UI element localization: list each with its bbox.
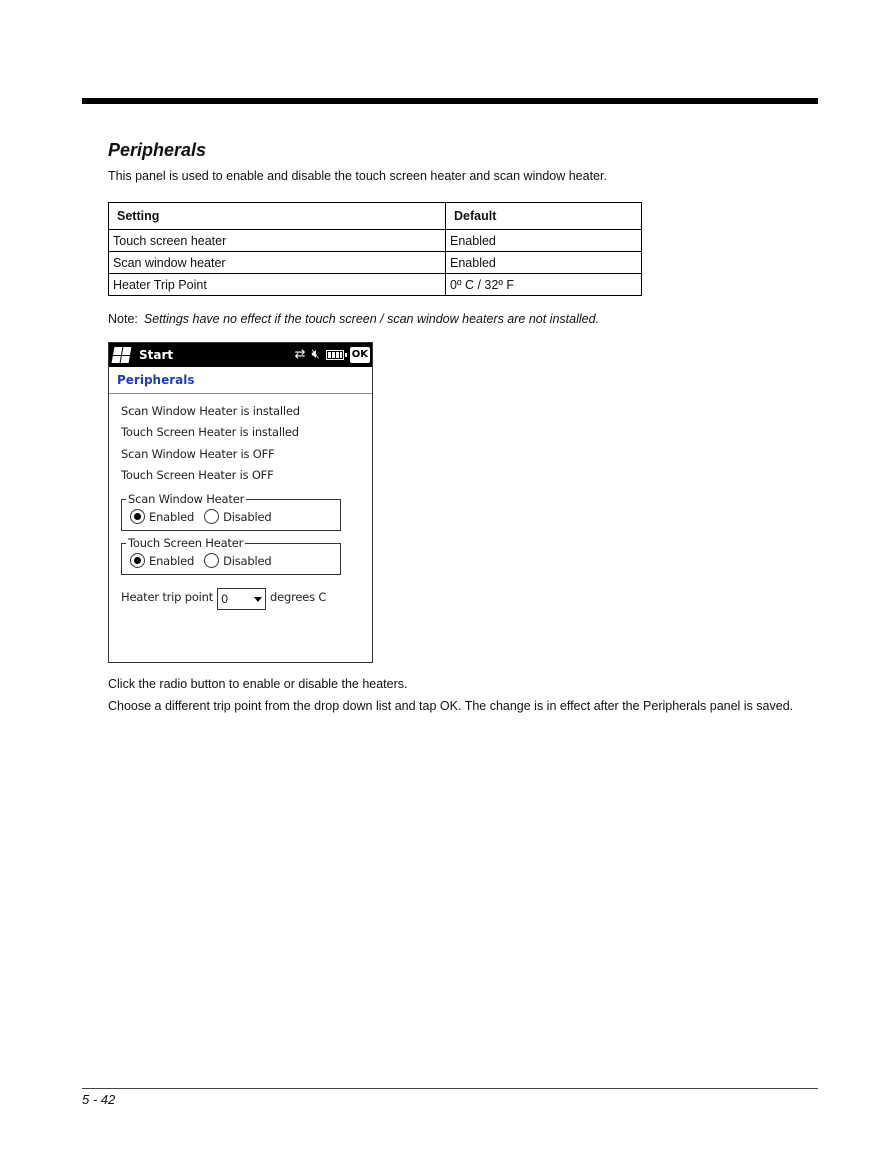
table-header-default: Default: [446, 203, 642, 230]
page-title: Peripherals: [108, 140, 207, 160]
touch-disabled-radio[interactable]: [204, 553, 219, 568]
settings-table: [108, 202, 642, 296]
note: [108, 312, 599, 326]
scan-window-heater-group: [121, 492, 341, 531]
chevron-down-icon[interactable]: [254, 597, 262, 602]
start-button[interactable]: Start: [139, 348, 174, 362]
table-header-row: [109, 203, 642, 230]
trip-point-unit: degrees C: [270, 590, 327, 604]
trip-point-select[interactable]: [217, 588, 266, 610]
page-number: 5 - 42: [82, 1092, 116, 1107]
radio-row: [130, 553, 281, 568]
touch-enabled-radio[interactable]: [130, 553, 145, 568]
scan-disabled-radio[interactable]: [204, 509, 219, 524]
status-line: Scan Window Heater is OFF: [121, 447, 275, 461]
speaker-muted-icon[interactable]: 🔇︎: [311, 347, 320, 362]
battery-icon[interactable]: [326, 350, 344, 360]
note-label: Note:: [108, 312, 138, 326]
instruction-paragraph: Click the radio button to enable or disable the heaters.: [108, 677, 408, 691]
connectivity-icon[interactable]: ⇄: [294, 347, 306, 362]
bottom-rule: [82, 1088, 818, 1089]
top-rule: [82, 98, 818, 104]
scan-enabled-radio[interactable]: [130, 509, 145, 524]
group-title: Touch Screen Heater: [128, 536, 244, 550]
status-line: Touch Screen Heater is installed: [121, 425, 299, 439]
radio-label[interactable]: Disabled: [223, 553, 272, 568]
note-text: Settings have no effect if the touch screen / scan window heaters are not installed.: [143, 312, 600, 326]
intro-text: This panel is used to enable and disable the touch screen heater and scan window heater.: [108, 169, 607, 183]
radio-row: [130, 509, 281, 524]
panel-title: Peripherals: [109, 367, 372, 394]
table-cell: Touch screen heater: [109, 230, 446, 252]
table-cell: Enabled: [446, 230, 642, 252]
system-tray: [295, 346, 370, 364]
status-line: Touch Screen Heater is OFF: [121, 468, 274, 482]
group-title: Scan Window Heater: [128, 492, 245, 506]
ok-button[interactable]: OK: [350, 347, 370, 363]
table-cell: Scan window heater: [109, 252, 446, 274]
table-cell: Heater Trip Point: [109, 274, 446, 296]
trip-point-label: Heater trip point: [121, 590, 214, 604]
table-header-setting: Setting: [109, 203, 446, 230]
radio-label[interactable]: Disabled: [223, 509, 272, 524]
table-row: [109, 252, 642, 274]
status-line: Scan Window Heater is installed: [121, 404, 300, 418]
taskbar: [109, 343, 372, 367]
table-row: [109, 274, 642, 296]
device-screenshot: [108, 342, 373, 663]
table-cell: 0º C / 32º F: [446, 274, 642, 296]
trip-point-value: 0: [221, 592, 229, 606]
table-cell: Enabled: [446, 252, 642, 274]
instruction-paragraph: Choose a different trip point from the drop down list and tap OK. The change is in effect after the Peripherals panel is saved.: [108, 699, 794, 713]
radio-label[interactable]: Enabled: [149, 509, 195, 524]
radio-label[interactable]: Enabled: [149, 553, 195, 568]
table-row: [109, 230, 642, 252]
touch-screen-heater-group: [121, 536, 341, 575]
windows-logo-icon[interactable]: [112, 347, 133, 363]
